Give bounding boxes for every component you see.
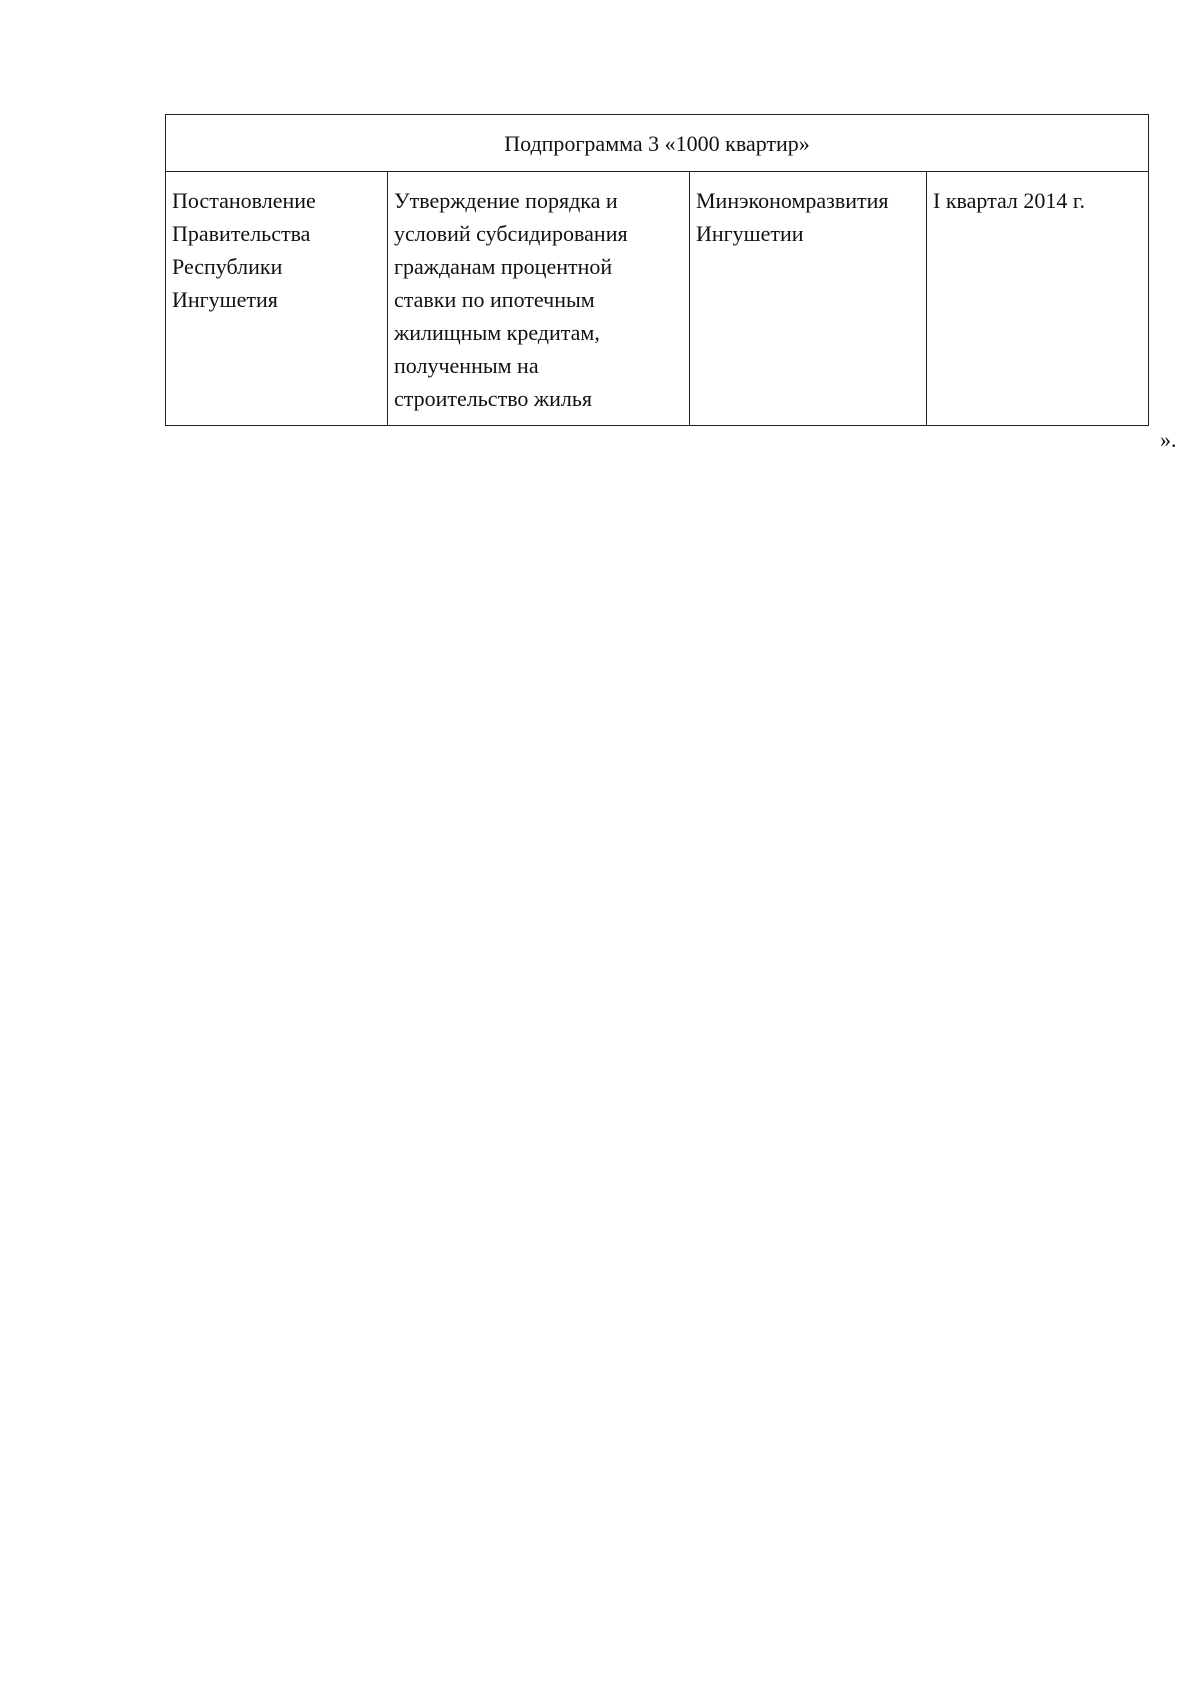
subprogram-title: Подпрограмма 3 «1000 квартир»	[166, 115, 1149, 172]
deadline-cell	[927, 172, 1149, 426]
cell-line: ставки по ипотечным	[394, 287, 595, 312]
cell-line: Ингушетия	[172, 287, 278, 312]
cell-line: Республики	[172, 254, 283, 279]
document-type-cell	[166, 172, 388, 426]
cell-line: Минэкономразвития	[696, 188, 889, 213]
cell-line: I квартал 2014 г.	[933, 188, 1085, 213]
cell-line: Правительства	[172, 221, 311, 246]
cell-line: строительство жилья	[394, 386, 593, 411]
cell-line: гражданам процентной	[394, 254, 613, 279]
cell-line: полученным на	[394, 353, 539, 378]
cell-line: Ингушетии	[696, 221, 804, 246]
closing-quote-mark: ».	[1160, 427, 1177, 452]
cell-line: жилищным кредитам,	[394, 320, 600, 345]
table-row	[166, 172, 1149, 426]
table-header-row	[166, 115, 1149, 172]
description-cell	[388, 172, 690, 426]
program-table	[165, 114, 1149, 426]
cell-line: условий субсидирования	[394, 221, 628, 246]
cell-line: Утверждение порядка и	[394, 188, 618, 213]
responsible-cell	[690, 172, 927, 426]
cell-line: Постановление	[172, 188, 316, 213]
